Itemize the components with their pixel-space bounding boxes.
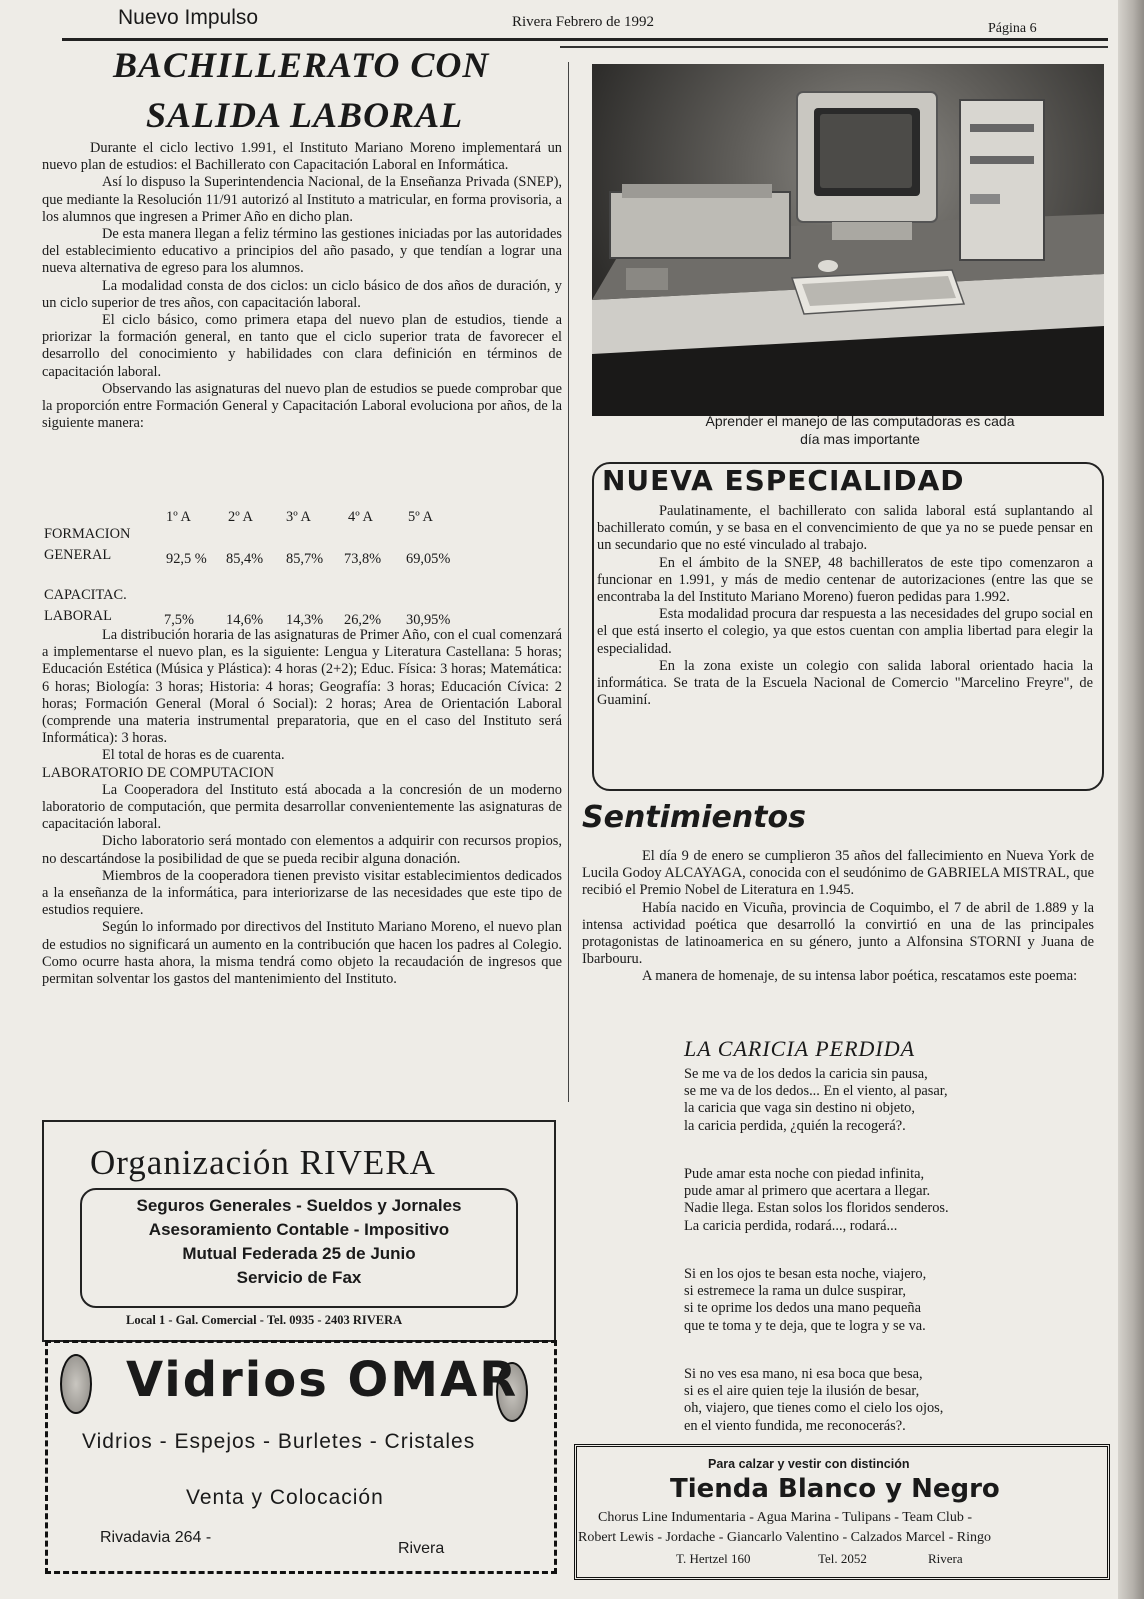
- article-body-continued: [42, 627, 562, 988]
- paragraph: La distribución horaria de las asignaturas de Primer Año, con el cual comenzará a implementarse el nuevo plan, es la siguiente: Lengua y Literatura Castellana: 5 horas; Educación Estética (Música y Plástica): 4 horas (2+2); Educ. Física: 3 horas; Matemática: 6 horas; Biología: 3 horas; Historia: 4 horas; Geografía: 3 horas; Educación Cívica: 2 horas; Formación General (Moral ó Social): 2 horas; Area de Orientación Laboral (comprende una materia instrumental preparatoria, que en el caso del Instituto será Informática): 3 horas.: [42, 627, 562, 747]
- section-subheading: LABORATORIO DE COMPUTACION: [42, 764, 275, 781]
- dateline: Rivera Febrero de 1992: [512, 14, 655, 30]
- paragraph: El total de horas es de cuarenta.: [102, 747, 285, 764]
- poem-line: la caricia perdida, ¿quién la recogerá?.: [684, 1117, 906, 1134]
- page-number: Página 6: [988, 21, 1037, 36]
- ad-tienda-phone: Tel. 2052: [818, 1551, 867, 1566]
- paragraph: En el ámbito de la SNEP, 48 bachilleratos de este tipo comenzaron a funcionar en 1.991, y más de medio centenar de autorizaciones (entre las que se encontraba la del Instituto Mariano Moreno) fueron pedidas para 1.992.: [597, 554, 1093, 606]
- poem-line: Si en los ojos te besan esta noche, viajero,: [684, 1266, 927, 1282]
- column-divider: [568, 62, 569, 1102]
- poem-line: Se me va de los dedos la caricia sin pausa,: [684, 1066, 928, 1082]
- paragraph: Dicho laboratorio será montado con elementos a adquirir con recursos propios, no descartándose la posibilidad de que se pueda recibir alguna donación.: [42, 833, 562, 867]
- poem-line: pude amar al primero que acertara a llegar.: [684, 1183, 931, 1200]
- paragraph: El día 9 de enero se cumplieron 35 años del fallecimiento en Nueva York de Lucila Godoy ALCAYAGA, conocida con el seudónimo de GABRIELA MISTRAL, que recibió el Premio Nobel de Literatura en 1.945.: [582, 848, 1094, 899]
- poem-line: oh, viajero, que tienes como el cielo los ojos,: [684, 1400, 944, 1417]
- table-cell: 73,8%: [344, 551, 382, 567]
- ad-omar-address: Rivadavia 264 -: [100, 1529, 212, 1546]
- ad-tienda-address: T. Hertzel 160: [676, 1551, 751, 1566]
- ad-rivera-line: Servicio de Fax: [236, 1268, 362, 1287]
- table-column-header: 2º A: [228, 509, 253, 525]
- table-row-label: FORMACION: [44, 526, 131, 542]
- table-column-header: 3º A: [286, 509, 311, 525]
- ad-tienda-brands: Chorus Line Indumentaria - Agua Marina - Tulipans - Team Club -: [598, 1510, 972, 1525]
- ad-rivera-line: Mutual Federada 25 de Junio: [182, 1244, 416, 1263]
- table-column-header: 5º A: [408, 509, 433, 525]
- poem-line: si es el aire quien teje la ilusión de besar,: [684, 1383, 920, 1400]
- paragraph: Esta modalidad procura dar respuesta a las necesidades del grupo social en el que está inserto el colegio, ya que estos cuentan con amplia libertad para elegir la especialidad.: [597, 606, 1093, 657]
- article-title-line2: SALIDA LABORAL: [146, 95, 464, 135]
- ad-tienda-city: Rivera: [928, 1551, 963, 1566]
- poem-line: La caricia perdida, rodará..., rodará...: [684, 1217, 898, 1234]
- paragraph: A manera de homenaje, de su intensa labor poética, rescatamos este poema:: [642, 968, 1078, 985]
- table-cell: 85,7%: [286, 551, 324, 567]
- paragraph: De esta manera llegan a feliz término las gestiones iniciadas por las autoridades del establecimiento educativo a principios del año pasado, y que tendían a lograr una nueva alternativa de egreso para los alumnos.: [42, 226, 562, 277]
- article-title-line1: BACHILLERATO CON: [113, 45, 490, 85]
- paragraph: La modalidad consta de dos ciclos: un ciclo básico de dos años de duración, y un ciclo superior de tres años, con capacitación laboral.: [42, 277, 562, 311]
- ad-omar-city: Rivera: [398, 1540, 445, 1557]
- computer-photo: [592, 64, 1104, 416]
- photo-caption: Aprender el manejo de las computadoras es cada día mas importante: [705, 413, 1015, 447]
- table-cell: 26,2%: [344, 612, 382, 628]
- sentimientos-title: Sentimientos: [582, 800, 806, 835]
- especialidad-body: [597, 503, 1093, 709]
- table-cell: 7,5%: [164, 612, 194, 628]
- poem-line: que te toma y te deja, que te logra y se va.: [684, 1317, 926, 1334]
- table-row-label: LABORAL: [44, 608, 112, 624]
- table-cell: 85,4%: [226, 551, 264, 567]
- page-edge: [1118, 0, 1144, 1599]
- paragraph: Así lo dispuso la Superintendencia Nacional, de la Enseñanza Privada (SNEP), que mediante la Resolución 11/91 autorizó al Instituto a matricular, en forma provisoria, a los alumnos que ingresen a Primer Año en dicho plan.: [42, 174, 562, 225]
- ad-rivera-title: Organización RIVERA: [90, 1143, 436, 1182]
- table-cell: 30,95%: [406, 612, 451, 628]
- poem-line: en el viento fundida, me reconocerás?.: [684, 1417, 906, 1434]
- poem-stanza: [684, 1266, 926, 1335]
- poem-line: Nadie llega. Estan solos los floridos senderos.: [684, 1200, 949, 1217]
- table-cell: 92,5 %: [166, 551, 207, 567]
- poem-line: la caricia que vaga sin destino ni objeto,: [684, 1100, 915, 1117]
- poem-line: Si no ves esa mano, ni esa boca que besa,: [684, 1366, 923, 1382]
- paragraph: Había nacido en Vicuña, provincia de Coquimbo, el 7 de abril de 1.889 y la intensa actividad poética que desarrolló la convirtió en una de las principales protagonistas de latinoamerica en su género, junto a Alfonsina STORNI y Juana de Ibarbouru.: [582, 899, 1094, 968]
- table-cell: 14,3%: [286, 612, 324, 628]
- poem-title: LA CARICIA PERDIDA: [684, 1036, 916, 1061]
- table-row-label: GENERAL: [44, 547, 112, 563]
- paragraph: En la zona existe un colegio con salida laboral orientado hacia la informática. Se trata de la Escuela Nacional de Comercio "Marcelino Freyre", de Guaminí.: [597, 657, 1093, 709]
- ad-tienda-title: Tienda Blanco y Negro: [670, 1474, 1000, 1504]
- ad-omar-title: Vidrios OMAR: [126, 1352, 519, 1408]
- oval-ornament-icon: [60, 1354, 92, 1414]
- poem-line: si estremece la rama un dulce suspirar,: [684, 1283, 906, 1300]
- paragraph: La Cooperadora del Instituto está abocada a la concresión de un moderno laboratorio de computación, que permita desarrollar convenientemente las asignaturas de capacitación laboral.: [42, 781, 562, 833]
- article-body-intro: [42, 140, 562, 432]
- table-cell: 14,6%: [226, 612, 264, 628]
- paragraph: El ciclo básico, como primera etapa del nuevo plan de estudios, tiende a priorizar la formación general, en tanto que el ciclo superior trata de favorecer el desarrollo del conocimiento y habilidades con clara definición en términos de capacitación laboral.: [42, 312, 562, 380]
- table-column-header: 4º A: [348, 509, 373, 525]
- header-rule-secondary: [560, 46, 1108, 48]
- poem-line: Pude amar esta noche con piedad infinita,: [684, 1166, 925, 1182]
- paragraph: Miembros de la cooperadora tienen previsto visitar establecimientos dedicados a la enseñanza de la informática, para interiorizarse de las necesidades que este tipo de estudios requiere.: [42, 867, 562, 919]
- especialidad-title: NUEVA ESPECIALIDAD: [602, 464, 965, 497]
- paragraph: Durante el ciclo lectivo 1.991, el Instituto Mariano Moreno implementará un nuevo plan de estudios: el Bachillerato con Capacitación Laboral en Informática.: [42, 140, 562, 174]
- ad-rivera-line: Asesoramiento Contable - Impositivo: [148, 1220, 450, 1239]
- ad-tienda-tagline: Para calzar y vestir con distinción: [708, 1457, 910, 1471]
- computer-illustration: [592, 64, 1104, 416]
- sentimientos-body: [582, 848, 1094, 986]
- ad-omar-service: Venta y Colocación: [186, 1486, 384, 1509]
- ad-rivera-address: Local 1 - Gal. Comercial - Tel. 0935 - 2403 RIVERA: [126, 1313, 403, 1327]
- poem-stanza: [684, 1166, 949, 1235]
- paragraph: Según lo informado por directivos del Instituto Mariano Moreno, el nuevo plan de estudios no significará un aumento en la contribución que hacen los padres al Colegio. Como ocurre hasta ahora, la misma tendrá como objeto la recaudación de ingresos que permitan solventar los gastos del mantenimiento del Instituto.: [42, 919, 562, 988]
- ad-omar-products: Vidrios - Espejos - Burletes - Cristales: [82, 1430, 476, 1453]
- poem-stanza: [684, 1366, 943, 1435]
- ad-tienda-brands: Robert Lewis - Jordache - Giancarlo Valentino - Calzados Marcel - Ringo: [578, 1530, 991, 1545]
- ad-rivera-line: Seguros Generales - Sueldos y Jornales: [136, 1196, 462, 1215]
- publication-name: Nuevo Impulso: [118, 6, 259, 29]
- table-row-label: CAPACITAC.: [44, 587, 127, 603]
- ad-rivera-services: [80, 1194, 518, 1290]
- paragraph: Paulatinamente, el bachillerato con salida laboral está suplantando al bachillerato común, y se basa en el convencimiento de que ya no se puede pensar en un secundario que no esté vinculado al trabajo.: [597, 503, 1093, 554]
- paragraph: Observando las asignaturas del nuevo plan de estudios se puede comprobar que la proporción entre Formación General y Capacitación Laboral evoluciona por años, de la siguiente manera:: [42, 380, 562, 432]
- table-column-header: 1º A: [166, 509, 191, 525]
- table-cell: 69,05%: [406, 551, 451, 567]
- poem-line: se me va de los dedos... En el viento, al pasar,: [684, 1083, 948, 1100]
- poem-line: si te oprime los dedos una mano pequeña: [684, 1300, 921, 1317]
- poem-stanza: [684, 1066, 948, 1135]
- header-rule: [62, 38, 1108, 41]
